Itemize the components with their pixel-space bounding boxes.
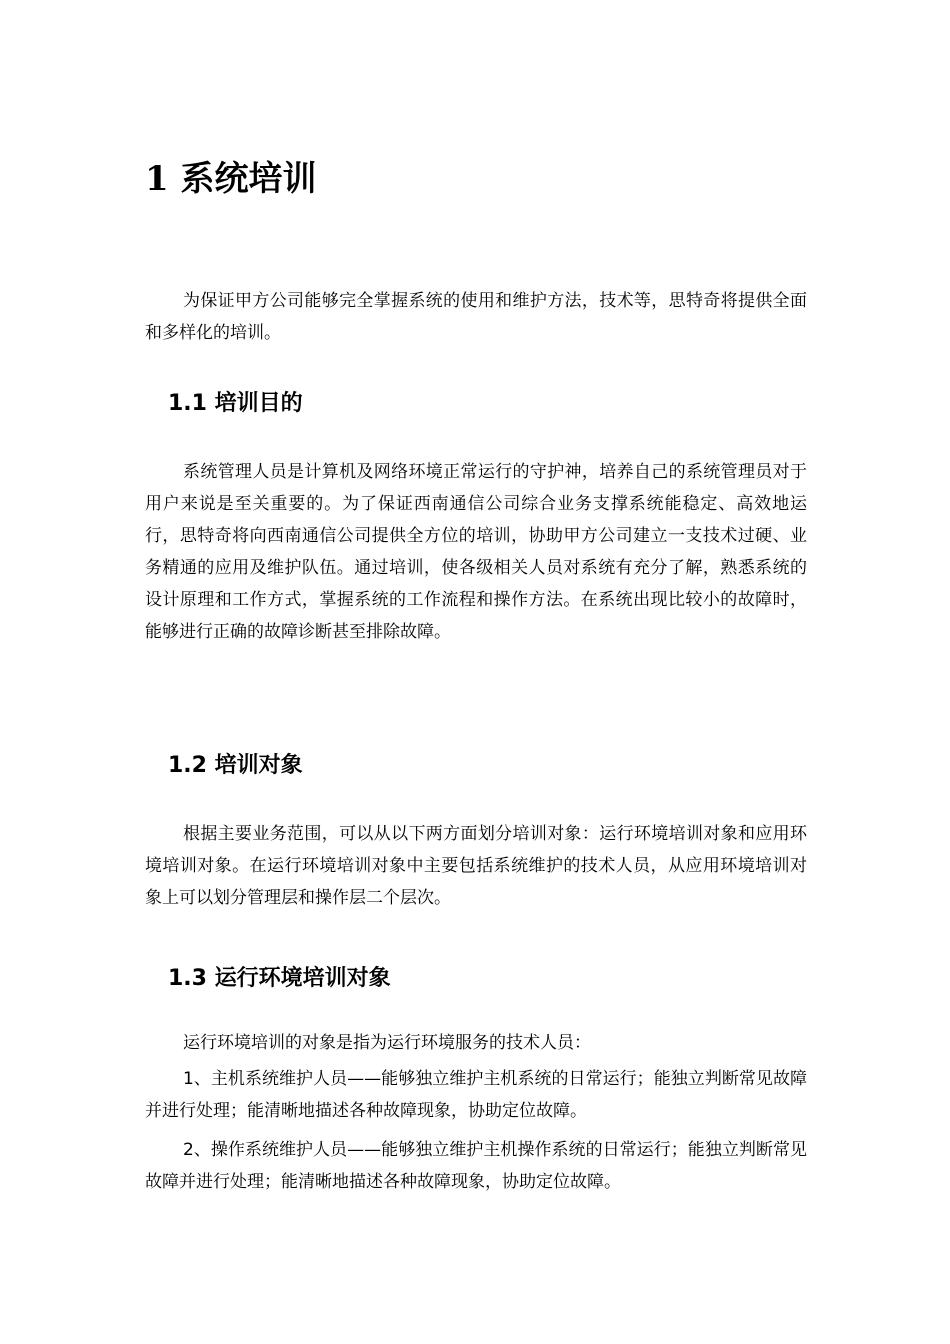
section-title-training-purpose: 1.1 培训目的 (168, 391, 303, 416)
os-maintainer-paragraph: 2、操作系统维护人员——能够独立维护主机操作系统的日常运行；能独立判断常见故障并进行处理；能清晰地描述各种故障现象，协助定位故障。 (145, 1140, 807, 1192)
host-system-maintainer-paragraph: 1、主机系统维护人员——能够独立维护主机系统的日常运行；能独立判断常见故障并进行处理；能清晰地描述各种故障现象，协助定位故障。 (145, 1069, 807, 1121)
training-purpose-paragraph: 系统管理人员是计算机及网络环境正常运行的守护神，培养自己的系统管理员对于用户来说是至关重要的。为了保证西南通信公司综合业务支撑系统能稳定、高效地运行，思特奇将向西南通信公司提供全方位的培训，协助甲方公司建立一支技术过硬、业务精通的应用及维护队伍。通过培训，使各级相关人员对系统有充分了解，熟悉系统的设计原理和工作方式，掌握系统的工作流程和操作方法。在系统出现比较小的故障时，能够进行正确的故障诊断甚至排除故障。 (145, 462, 807, 642)
section-title-training-targets: 1.2 培训对象 (168, 753, 303, 778)
chapter-title: 1 系统培训 (145, 159, 317, 199)
chapter-intro-paragraph: 为保证甲方公司能够完全掌握系统的使用和维护方法，技术等，思特奇将提供全面和多样化的培训。 (145, 291, 807, 343)
section-title-runtime-env-targets: 1.3 运行环境培训对象 (168, 966, 391, 991)
training-targets-paragraph: 根据主要业务范围，可以从以下两方面划分培训对象：运行环境培训对象和应用环境培训对象。在运行环境培训对象中主要包括系统维护的技术人员，从应用环境培训对象上可以划分管理层和操作层二个层次。 (145, 824, 807, 908)
runtime-env-intro-paragraph: 运行环境培训的对象是指为运行环境服务的技术人员： (183, 1033, 591, 1053)
